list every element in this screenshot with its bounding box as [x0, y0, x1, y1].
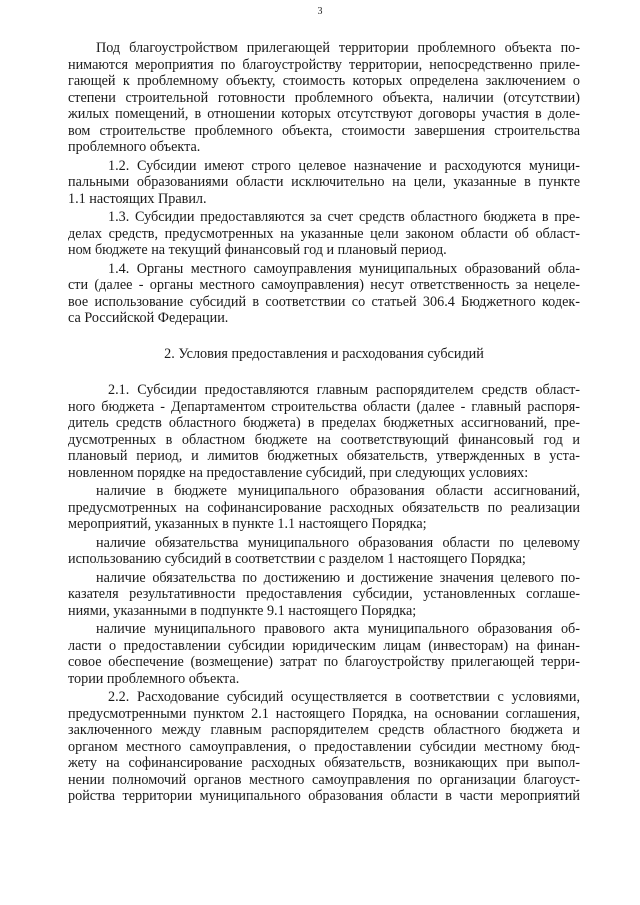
page-number: 3 — [317, 6, 323, 17]
paragraph — [68, 689, 580, 805]
text-line: плановый период, и лимитов бюджетных обязательств, утвержденных в уста- — [68, 448, 580, 464]
paragraph — [68, 535, 580, 568]
text-line: проблемного объекта. — [68, 139, 201, 155]
paragraph — [68, 261, 580, 327]
paragraph — [68, 570, 580, 620]
text-line: 1.4. Органы местного самоуправления муниципальных образований обла- — [108, 260, 580, 277]
text-line: нимаются мероприятия по благоустройству территории, непосредственно приле- — [68, 56, 580, 73]
text-line: новленном порядке на предоставление субсидий, при следующих условиях: — [68, 464, 529, 481]
paragraph — [68, 621, 580, 687]
text-line: наличие в бюджете муниципального образования области ассигнований, — [96, 483, 580, 499]
text-line: 1.2. Субсидии имеют строго целевое назначение и расходуются муници- — [108, 157, 580, 174]
text-line: тории проблемного объекта. — [68, 670, 240, 687]
text-line: наличие обязательства по достижению и достижение значения целевого по- — [96, 569, 580, 586]
text-line: дитель средств областного бюджета) в пределах бюджетных ассигнований, пре- — [68, 415, 580, 431]
section-1-paragraphs — [68, 40, 580, 327]
text-line: использованию субсидий в соответствии с разделом 1 настоящего Порядка; — [68, 551, 526, 567]
text-line: делах средств, предусмотренных на указанные цели законом области об област- — [68, 225, 580, 242]
paragraph — [68, 158, 580, 208]
paragraph — [68, 382, 580, 481]
paragraph — [68, 40, 580, 156]
text-line: ласти о предоставлении субсидии юридическим лицам (инвесторам) на финан- — [68, 637, 580, 654]
text-line: наличие муниципального правового акта муниципального образования об- — [96, 621, 580, 637]
text-line: казателя результативности предоставления субсидии, установленных соглаше- — [68, 586, 580, 602]
text-line: Под благоустройством прилегающей территории проблемного объекта по- — [96, 40, 580, 56]
paragraph — [68, 209, 580, 259]
text-line: предусмотренных на софинансирование расходных обязательств по реализации — [68, 499, 580, 516]
text-line: органом местного самоуправления, о предоставлении субсидии местному бюд- — [68, 738, 580, 755]
text-line: 1.1 настоящих Правил. — [68, 190, 207, 207]
text-line: ного бюджета - Департаментом строительства области (далее - главный распоря- — [68, 398, 580, 415]
text-line: вом строительстве проблемного объекта, стоимости завершения строительства — [68, 122, 580, 139]
paragraph — [68, 483, 580, 533]
text-line: гающей к проблемному объекту, стоимость которых определена заключением о — [68, 73, 580, 89]
text-line: вое использование субсидий в соответствии со статьей 306.4 Бюджетного кодек- — [68, 293, 580, 310]
document-body — [68, 40, 580, 807]
text-line: ройства территории муниципального образования области в части мероприятий — [68, 788, 580, 804]
text-line: ниями, указанными в подпункте 9.1 настоящего Порядка; — [68, 602, 417, 619]
text-line: степени строительной готовности проблемного объекта, наличии (отсутствии) — [68, 89, 580, 106]
text-line: пальными образованиями области исключительно на цели, указанные в пункте — [68, 174, 580, 190]
text-line: 2.1. Субсидии предоставляются главным распорядителем средств област- — [108, 382, 580, 398]
text-line: заключенного между главным распорядителем средств областного бюджета и — [68, 722, 580, 738]
text-line: жилых помещений, в отношении которых отсутствуют договоры участия в доле- — [68, 106, 580, 122]
text-line: наличие обязательства муниципального образования области по целевому — [96, 534, 580, 551]
text-line: жету на софинансирование расходных обязательств, возникающих при выпол- — [68, 755, 580, 771]
section-heading: 2. Условия предоставления и расходования субсидий — [164, 345, 484, 362]
text-line: 1.3. Субсидии предоставляются за счет средств областного бюджета в пре- — [108, 209, 580, 225]
text-line: предусмотренными пунктом 2.1 настоящего Порядка, на основании соглашения, — [68, 705, 580, 722]
text-line: сти (далее - органы местного самоуправления) несут ответственность за нецеле- — [68, 277, 580, 293]
text-line: нении полномочий органов местного самоуправления по организации благоуст- — [68, 771, 580, 788]
text-line: совое обеспечение (возмещение) затрат по благоустройству прилегающей терри- — [68, 654, 580, 670]
section-2-paragraphs — [68, 382, 580, 805]
text-line: ном бюджете на текущий финансовый год и плановый период. — [68, 242, 447, 258]
text-line: 2.2. Расходование субсидий осуществляется в соответствии с условиями, — [108, 689, 580, 705]
text-line: дусмотренных в областном бюджете на соответствующий финансовый год и — [68, 431, 580, 448]
text-line: мероприятий, указанных в пункте 1.1 настоящего Порядка; — [68, 516, 427, 532]
text-line: са Российской Федерации. — [68, 310, 229, 326]
